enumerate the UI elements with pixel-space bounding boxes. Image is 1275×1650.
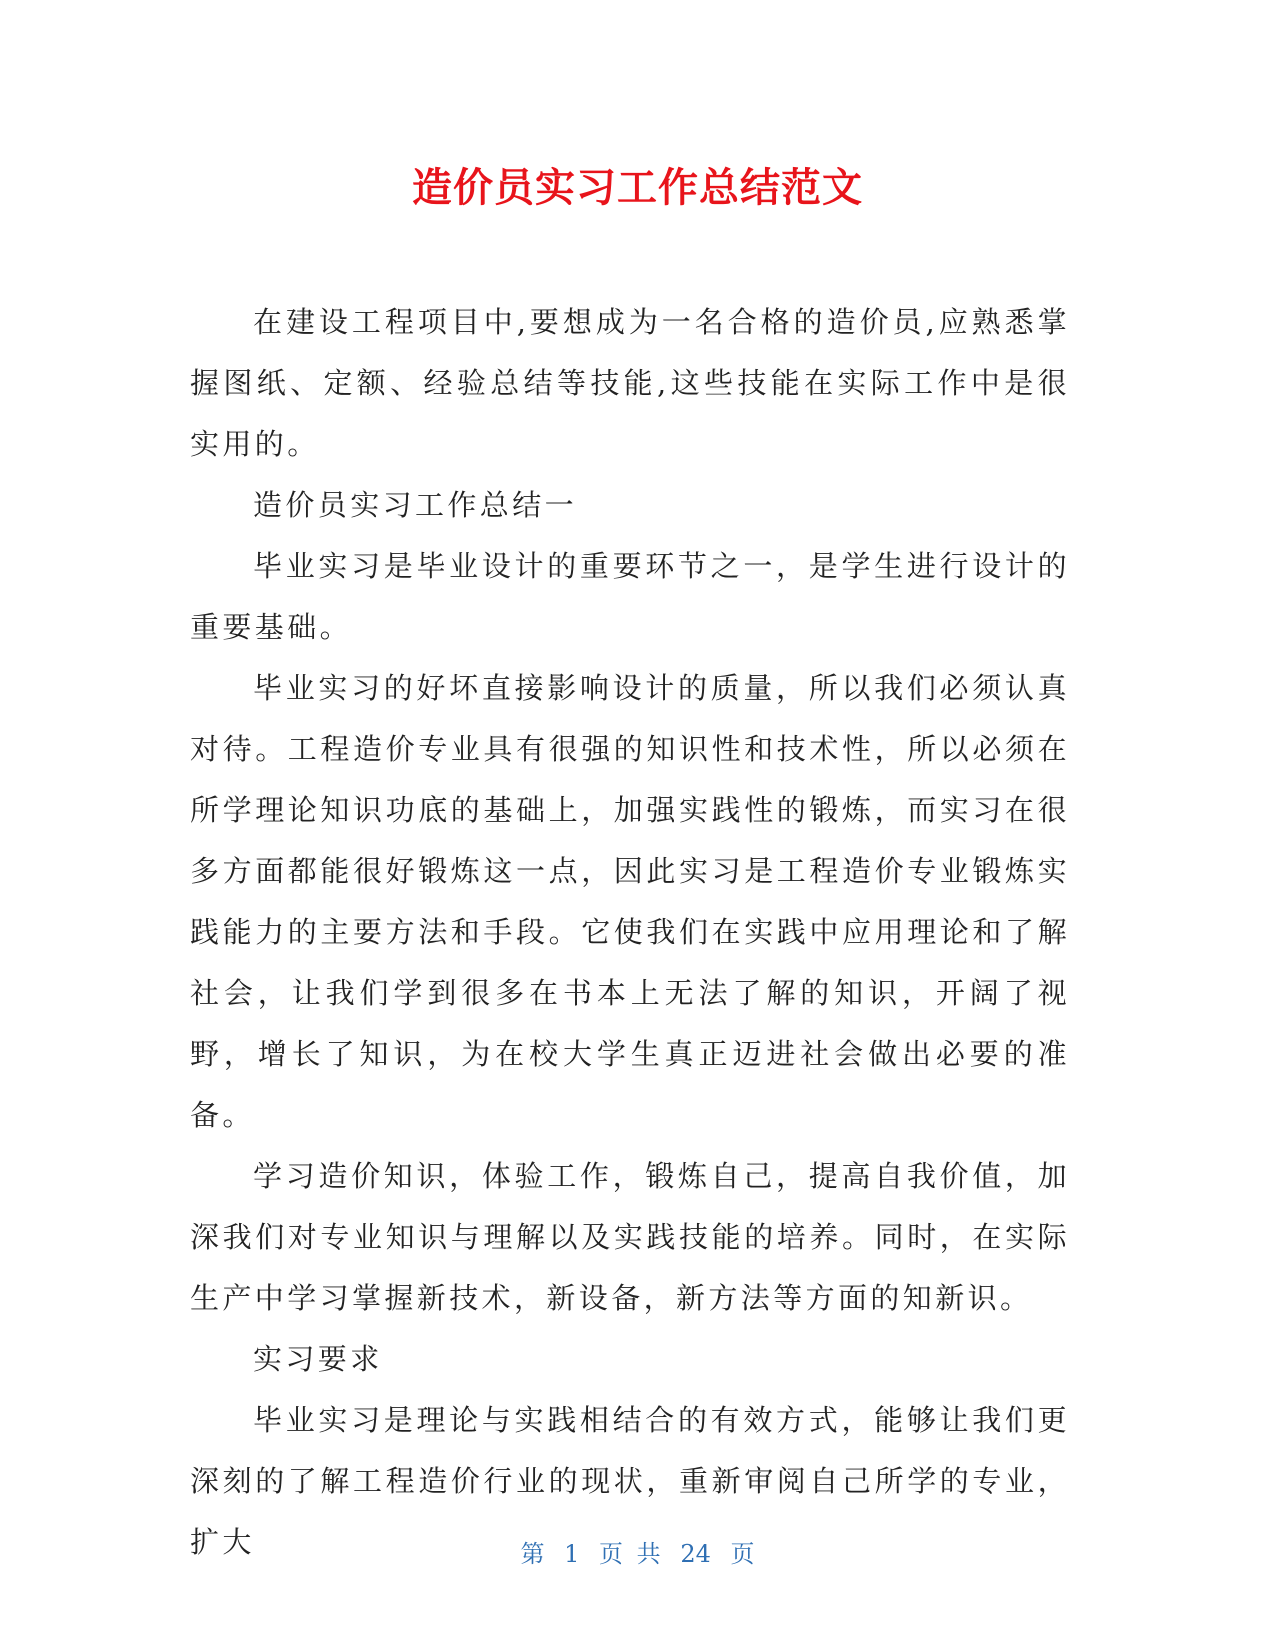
section-heading-summary-one: 造价员实习工作总结一	[253, 488, 578, 522]
footer-current-page: 1	[564, 1540, 580, 1568]
paragraph: 毕业实习是毕业设计的重要环节之一，是学生进行设计的重要基础。	[190, 549, 1070, 644]
footer-suffix: 页	[730, 1540, 755, 1568]
paragraph: 毕业实习的好坏直接影响设计的质量，所以我们必须认真对待。工程造价专业具有很强的知识性和技术性，所以必须在所学理论知识功底的基础上，加强实践性的锻炼，而实习在很多方面都能很好锻炼这一点，因此实习是工程造价专业锻炼实践能力的主要方法和手段。它使我们在实践中应用理论和了解社会，让我们学到很多在书本上无法了解的知识，开阔了视野，增长了知识，为在校大学生真正迈进社会做出必要的准备。	[190, 671, 1070, 1132]
footer-total-pages: 24	[680, 1540, 711, 1568]
footer-prefix: 第	[520, 1540, 545, 1568]
paragraph: 学习造价知识，体验工作，锻炼自己，提高自我价值，加深我们对专业知识与理解以及实践技能的培养。同时，在实际生产中学习掌握新技术，新设备，新方法等方面的知新识。	[190, 1159, 1070, 1315]
footer-middle: 页 共	[599, 1540, 661, 1568]
paragraph: 毕业实习是理论与实践相结合的有效方式，能够让我们更深刻的了解工程造价行业的现状，重新审阅自己所学的专业，扩大	[190, 1403, 1070, 1559]
document-title: 造价员实习工作总结范文	[412, 165, 863, 211]
paragraph-intro: 在建设工程项目中,要想成为一名合格的造价员,应熟悉掌握图纸、定额、经验总结等技能,这些技能在实际工作中是很实用的。	[190, 305, 1070, 461]
section-heading-requirements: 实习要求	[253, 1342, 383, 1376]
document-body	[190, 292, 1070, 1573]
page-footer	[0, 1538, 1275, 1570]
